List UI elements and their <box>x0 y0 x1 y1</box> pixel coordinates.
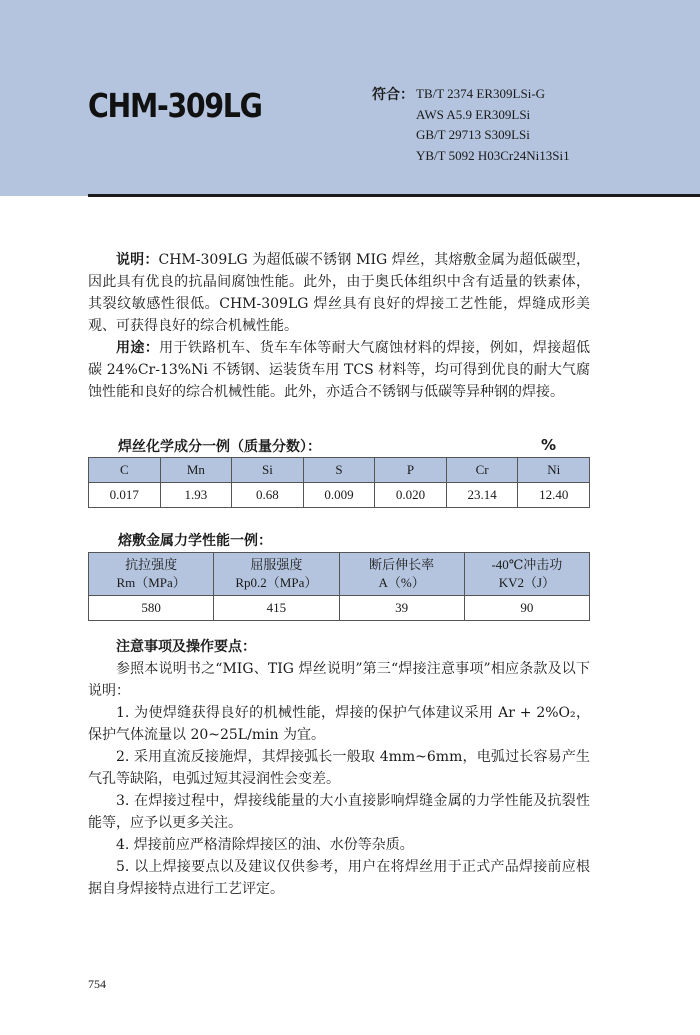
notes-item: 3. 在焊接过程中，焊接线能量的大小直接影响焊缝金属的力学性能及抗裂性能等，应予以更多关注。 <box>88 793 590 831</box>
header-unit: A（%） <box>378 575 425 590</box>
notes-intro: 参照本说明书之“MIG、TIG 焊丝说明”第三“焊接注意事项”相应条款及以下说明： <box>88 661 590 699</box>
table-cell: 415 <box>214 596 339 621</box>
table-cell: 90 <box>464 596 589 621</box>
table-header-cell: Ni <box>518 458 590 483</box>
table-header-cell: Cr <box>446 458 518 483</box>
header-unit: Rp0.2（MPa） <box>235 575 318 590</box>
header-name: 抗拉强度 <box>125 557 178 572</box>
standard-item: YB/T 5092 H03Cr24Ni13Si1 <box>416 147 570 163</box>
table-cell: 0.017 <box>89 483 161 508</box>
mechanical-properties-title: 熔敷金属力学性能一例： <box>118 533 272 549</box>
table-cell: 12.40 <box>518 483 590 508</box>
mechanical-properties-table <box>88 552 590 621</box>
standards-list <box>416 84 570 166</box>
description-lead: 说明： <box>116 252 159 268</box>
table-header-row <box>89 553 590 596</box>
chemical-composition-title: 焊丝化学成分一例（质量分数）： <box>118 439 321 455</box>
standard-item: TB/T 2374 ER309LSi-G <box>416 86 546 101</box>
table-cell: 1.93 <box>160 483 232 508</box>
notes-item: 2. 采用直流反接施焊，其焊接弧长一般取 4mm~6mm，电弧过长容易产生气孔等缺陷，电弧过短其浸润性会变差。 <box>88 749 590 787</box>
header-name: -40℃冲击功 <box>491 557 563 572</box>
table-header-cell: Si <box>232 458 304 483</box>
usage-text: 用于铁路机车、货车车体等耐大气腐蚀材料的焊接，例如，焊接超低碳 24%Cr-13%Ni 不锈钢、运装货车用 TCS 材料等，均可得到优良的耐大气腐蚀性能和良好的综合机械性能。此外，亦适合不锈钢与低碳等异种钢的焊接。 <box>88 340 590 400</box>
usage-lead: 用途： <box>116 340 160 356</box>
table-header-cell <box>214 553 339 596</box>
product-title: CHM-309LG <box>88 86 262 125</box>
table-header-cell: P <box>375 458 447 483</box>
description-text: CHM-309LG 为超低碳不锈钢 MIG 焊丝，其熔敷金属为超低碳型，因此具有优良的抗晶间腐蚀性能。此外，由于奥氏体组织中含有适量的铁素体，其裂纹敏感性很低。CHM-309LG 焊丝具有良好的焊接工艺性能，焊缝成形美观、可获得良好的综合机械性能。 <box>88 252 591 334</box>
table-header-cell: C <box>89 458 161 483</box>
table-header-cell <box>464 553 589 596</box>
table-header-cell <box>89 553 214 596</box>
table-header-cell <box>339 553 464 596</box>
table-cell: 23.14 <box>446 483 518 508</box>
standard-item: GB/T 29713 S309LSi <box>416 127 530 142</box>
description-paragraph <box>88 249 590 337</box>
description-section <box>88 249 590 403</box>
header-name: 屈服强度 <box>250 557 303 572</box>
notes-section <box>88 636 590 900</box>
table-cell: 580 <box>89 596 214 621</box>
usage-paragraph <box>88 337 590 403</box>
table-header-cell: S <box>303 458 375 483</box>
table-cell: 0.020 <box>375 483 447 508</box>
table-row <box>89 596 590 621</box>
header-name: 断后伸长率 <box>369 557 435 572</box>
header-unit: KV2（J） <box>498 575 556 590</box>
notes-item: 4. 焊接前应严格清除焊接区的油、水份等杂质。 <box>116 837 414 853</box>
conform-label: 符合： <box>372 87 414 103</box>
chemical-unit-label: % <box>541 436 557 454</box>
chemical-composition-table <box>88 457 590 508</box>
notes-title: 注意事项及操作要点： <box>116 639 256 655</box>
header-divider <box>88 194 700 197</box>
table-cell: 0.68 <box>232 483 304 508</box>
table-row <box>89 483 590 508</box>
table-header-cell: Mn <box>160 458 232 483</box>
notes-item: 5. 以上焊接要点以及建议仅供参考，用户在将焊丝用于正式产品焊接前应根据自身焊接特点进行工艺评定。 <box>88 859 590 897</box>
table-cell: 39 <box>339 596 464 621</box>
table-header-row <box>89 458 590 483</box>
notes-item: 1. 为使焊缝获得良好的机械性能，焊接的保护气体建议采用 Ar + 2%O₂，保护气体流量以 20~25L/min 为宜。 <box>88 705 590 743</box>
table-cell: 0.009 <box>303 483 375 508</box>
page-number: 754 <box>88 977 106 991</box>
header-unit: Rm（MPa） <box>116 575 186 590</box>
standard-item: AWS A5.9 ER309LSi <box>416 106 531 122</box>
